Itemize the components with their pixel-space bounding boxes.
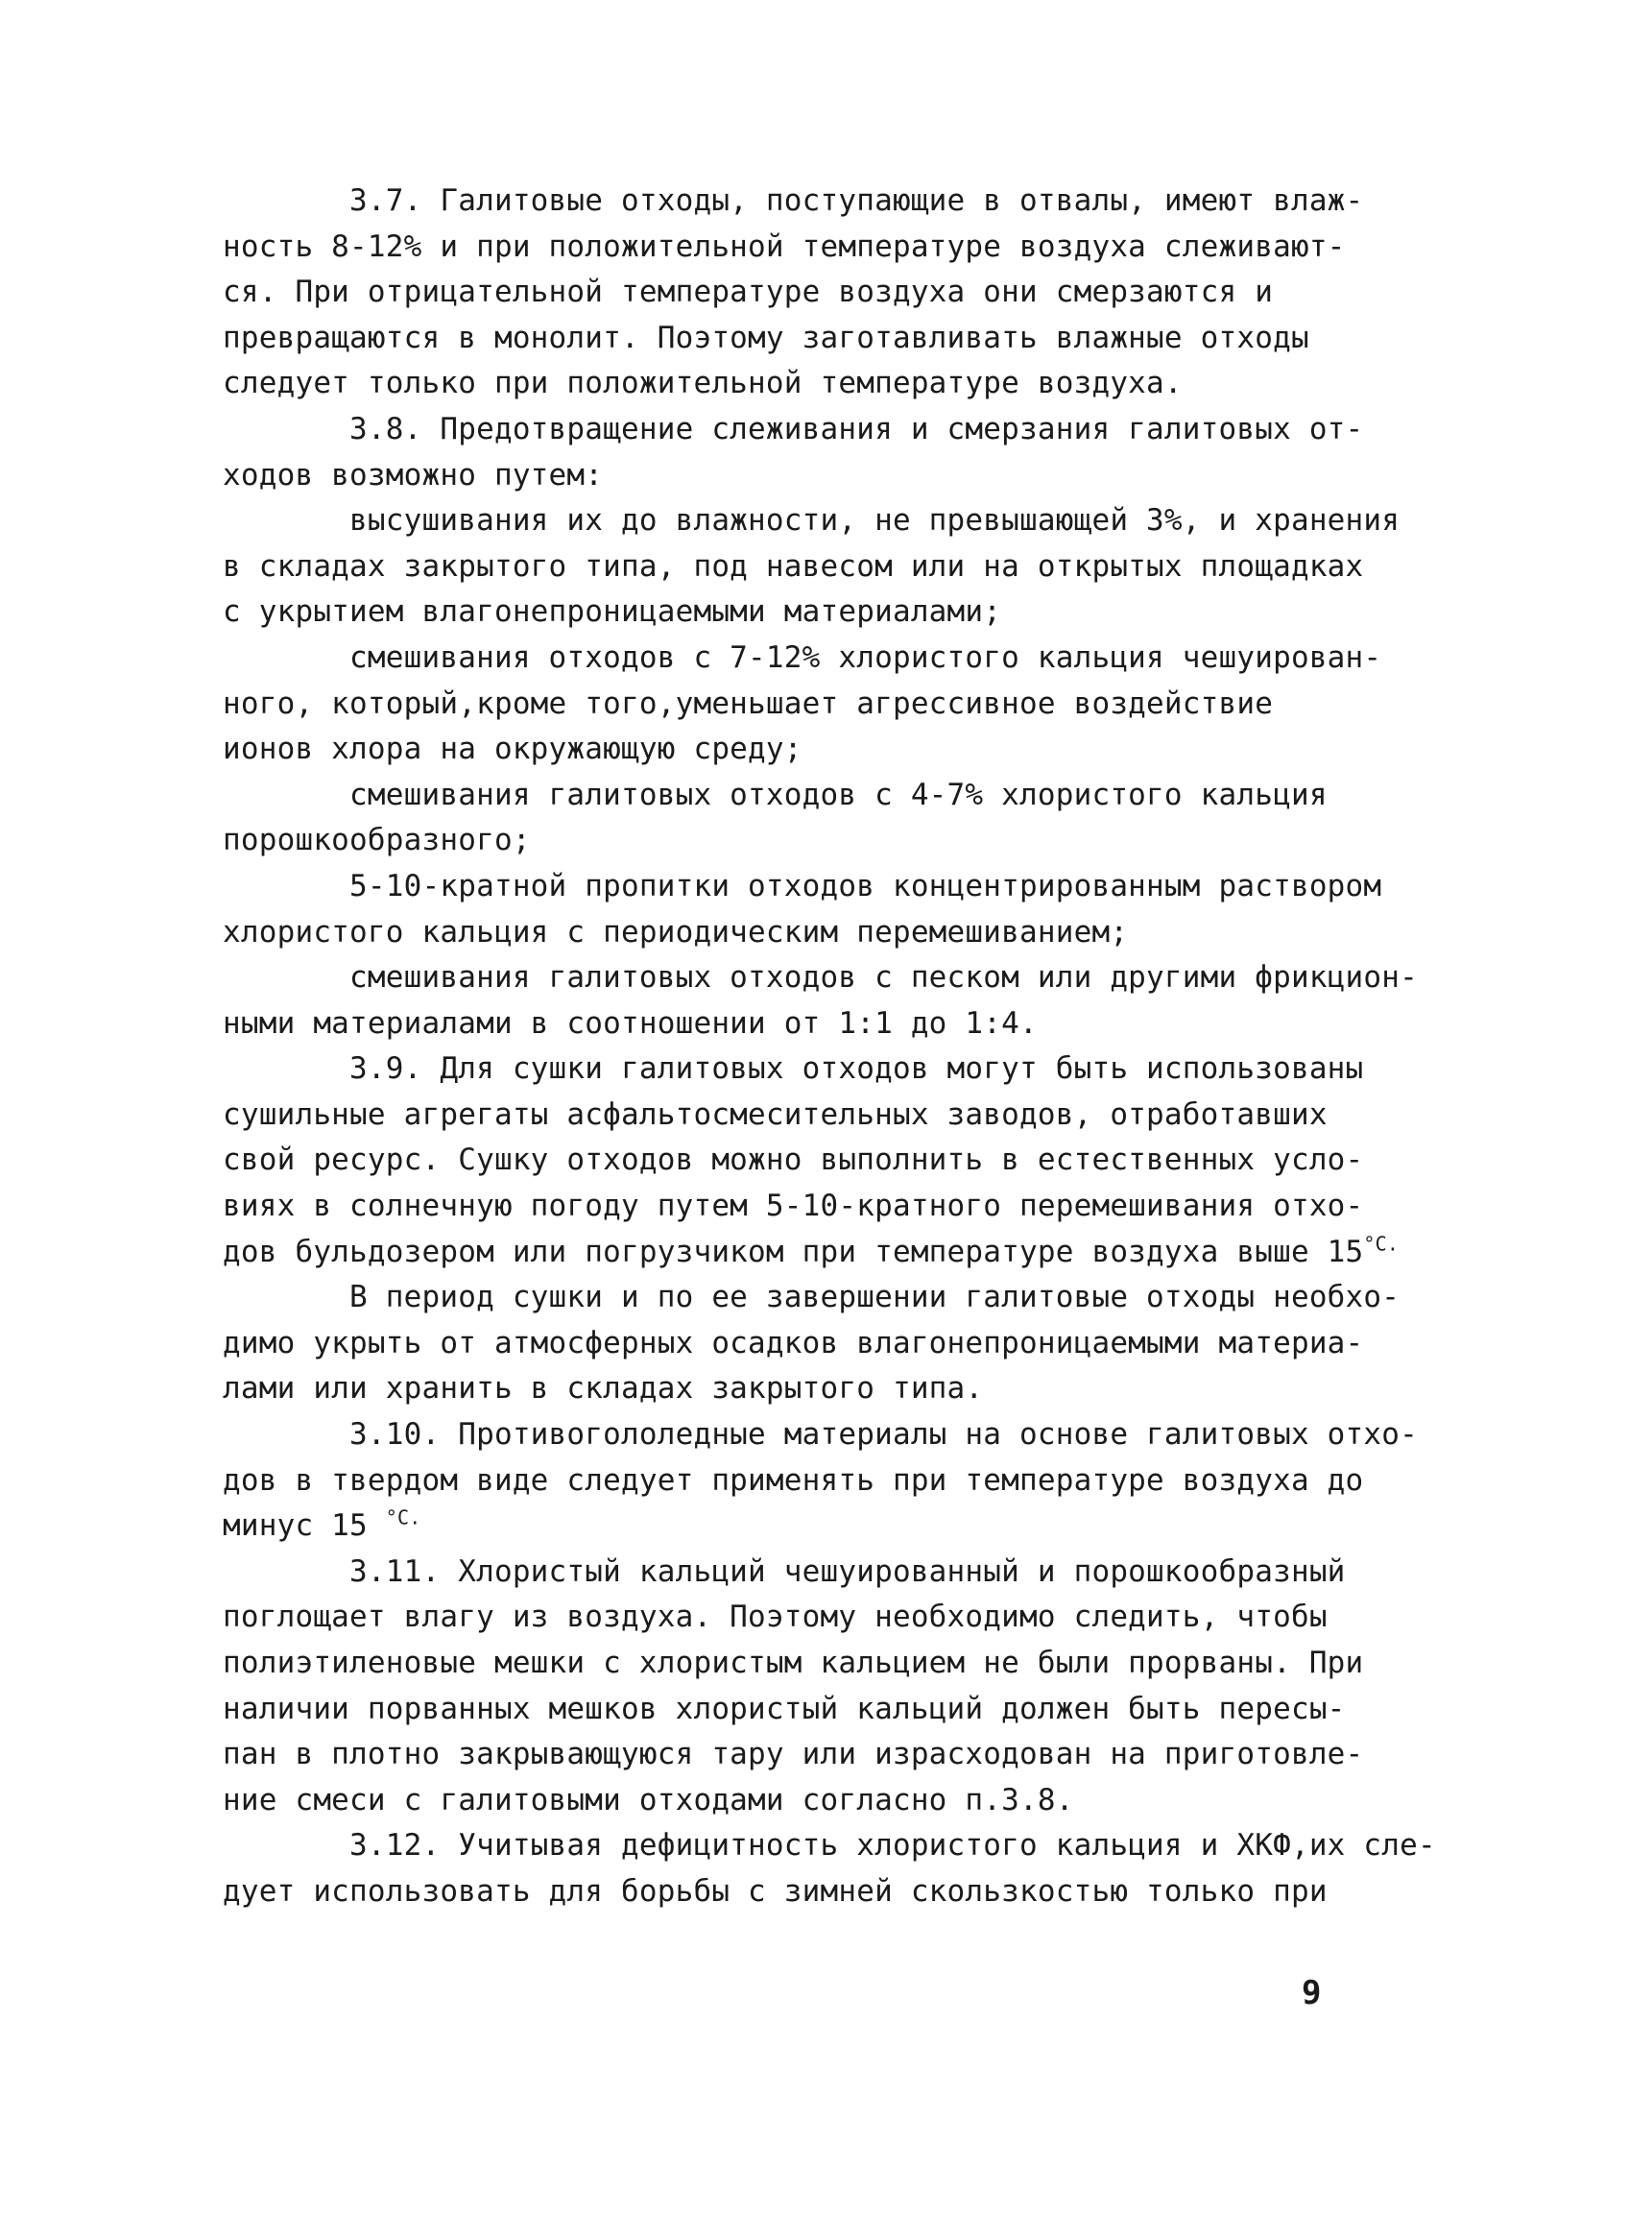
document-body xyxy=(223,179,1442,1915)
text-line: хлористого кальция с периодическим перемешиванием; xyxy=(223,914,1129,950)
text-line: в складах закрытого типа, под навесом или на открытых площадках xyxy=(223,548,1364,584)
degree-symbol: °С. xyxy=(385,1505,421,1529)
text-line: смешивания галитовых отходов с песком или другими фрикцион- xyxy=(223,960,1418,996)
text-line: сушильные агрегаты асфальтосмесительных заводов, отработавших xyxy=(223,1096,1328,1132)
text-line: с укрытием влагонепроницаемыми материалами; xyxy=(223,594,1002,630)
text-line-with-degree xyxy=(223,1230,1442,1276)
text-line: 3.10. Противогололедные материалы на основе галитовых отхо- xyxy=(223,1417,1418,1453)
text-line: 3.9. Для сушки галитовых отходов могут быть использованы xyxy=(223,1051,1364,1087)
text-line: ными материалами в соотношении от 1:1 до 1:4. xyxy=(223,1005,1038,1041)
text-line: поглощает влагу из воздуха. Поэтому необходимо следить, чтобы xyxy=(223,1600,1328,1635)
text-line: дов в твердом виде следует применять при температуре воздуха до xyxy=(223,1462,1364,1498)
text-line: порошкообразного; xyxy=(223,823,531,858)
text-line: пан в плотно закрывающуюся тару или израсходован на приготовле- xyxy=(223,1737,1364,1772)
text-line: высушивания их до влажности, не превышающей 3%, и хранения xyxy=(223,503,1401,539)
text-line: ходов возможно путем: xyxy=(223,457,604,493)
text-line: виях в солнечную погоду путем 5-10-кратного перемешивания отхо- xyxy=(223,1189,1364,1224)
text-line: ние смеси с галитовыми отходами согласно п.3.8. xyxy=(223,1782,1074,1817)
text-line: смешивания отходов с 7-12% хлористого кальция чешуирован- xyxy=(223,639,1382,675)
text-line: дует использовать для борьбы с зимней скользкостью только при xyxy=(223,1873,1328,1909)
text-line: ионов хлора на окружающую среду; xyxy=(223,732,802,767)
text-line: 3.8. Предотвращение слеживания и смерзания галитовых от- xyxy=(223,411,1364,446)
text-line-with-degree xyxy=(223,1504,1442,1550)
text-line: 3.12. Учитывая дефицитность хлористого кальция и ХКФ,их сле- xyxy=(223,1828,1436,1864)
text-line: следует только при положительной температуре воздуха. xyxy=(223,366,1183,401)
text-line: превращаются в монолит. Поэтому заготавливать влажные отходы xyxy=(223,320,1309,355)
text-line: 3.11. Хлористый кальций чешуированный и порошкообразный xyxy=(223,1553,1346,1589)
text-line: ного, который,кроме того,уменьшает агрессивное воздействие xyxy=(223,686,1274,721)
text-line: ся. При отрицательной температуре воздуха они смерзаются и xyxy=(223,275,1274,310)
text-line: В период сушки и по ее завершении галитовые отходы необхо- xyxy=(223,1280,1401,1315)
text-segment: минус 15 xyxy=(223,1508,386,1544)
text-line: димо укрыть от атмосферных осадков влагонепроницаемыми материа- xyxy=(223,1325,1364,1360)
degree-symbol: °С. xyxy=(1363,1232,1400,1256)
text-line: 5-10-кратной пропитки отходов концентрированным раствором xyxy=(223,868,1382,903)
text-line: наличии порванных мешков хлористый кальций должен быть пересы- xyxy=(223,1691,1346,1726)
text-line: полиэтиленовые мешки с хлористым кальцием не были прорваны. При xyxy=(223,1646,1364,1680)
text-line: свой ресурс. Сушку отходов можно выполнить в естественных усло- xyxy=(223,1143,1364,1178)
text-line: смешивания галитовых отходов с 4-7% хлористого кальция xyxy=(223,777,1328,812)
text-segment: дов бульдозером или погрузчиком при температуре воздуха выше 15 xyxy=(223,1234,1364,1269)
page-number: 9 xyxy=(1302,1974,1322,2012)
text-line: лами или хранить в складах закрытого типа. xyxy=(223,1371,984,1407)
text-line: ность 8-12% и при положительной температуре воздуха слеживают- xyxy=(223,229,1346,264)
text-line: 3.7. Галитовые отходы, поступающие в отвалы, имеют влаж- xyxy=(223,183,1364,218)
